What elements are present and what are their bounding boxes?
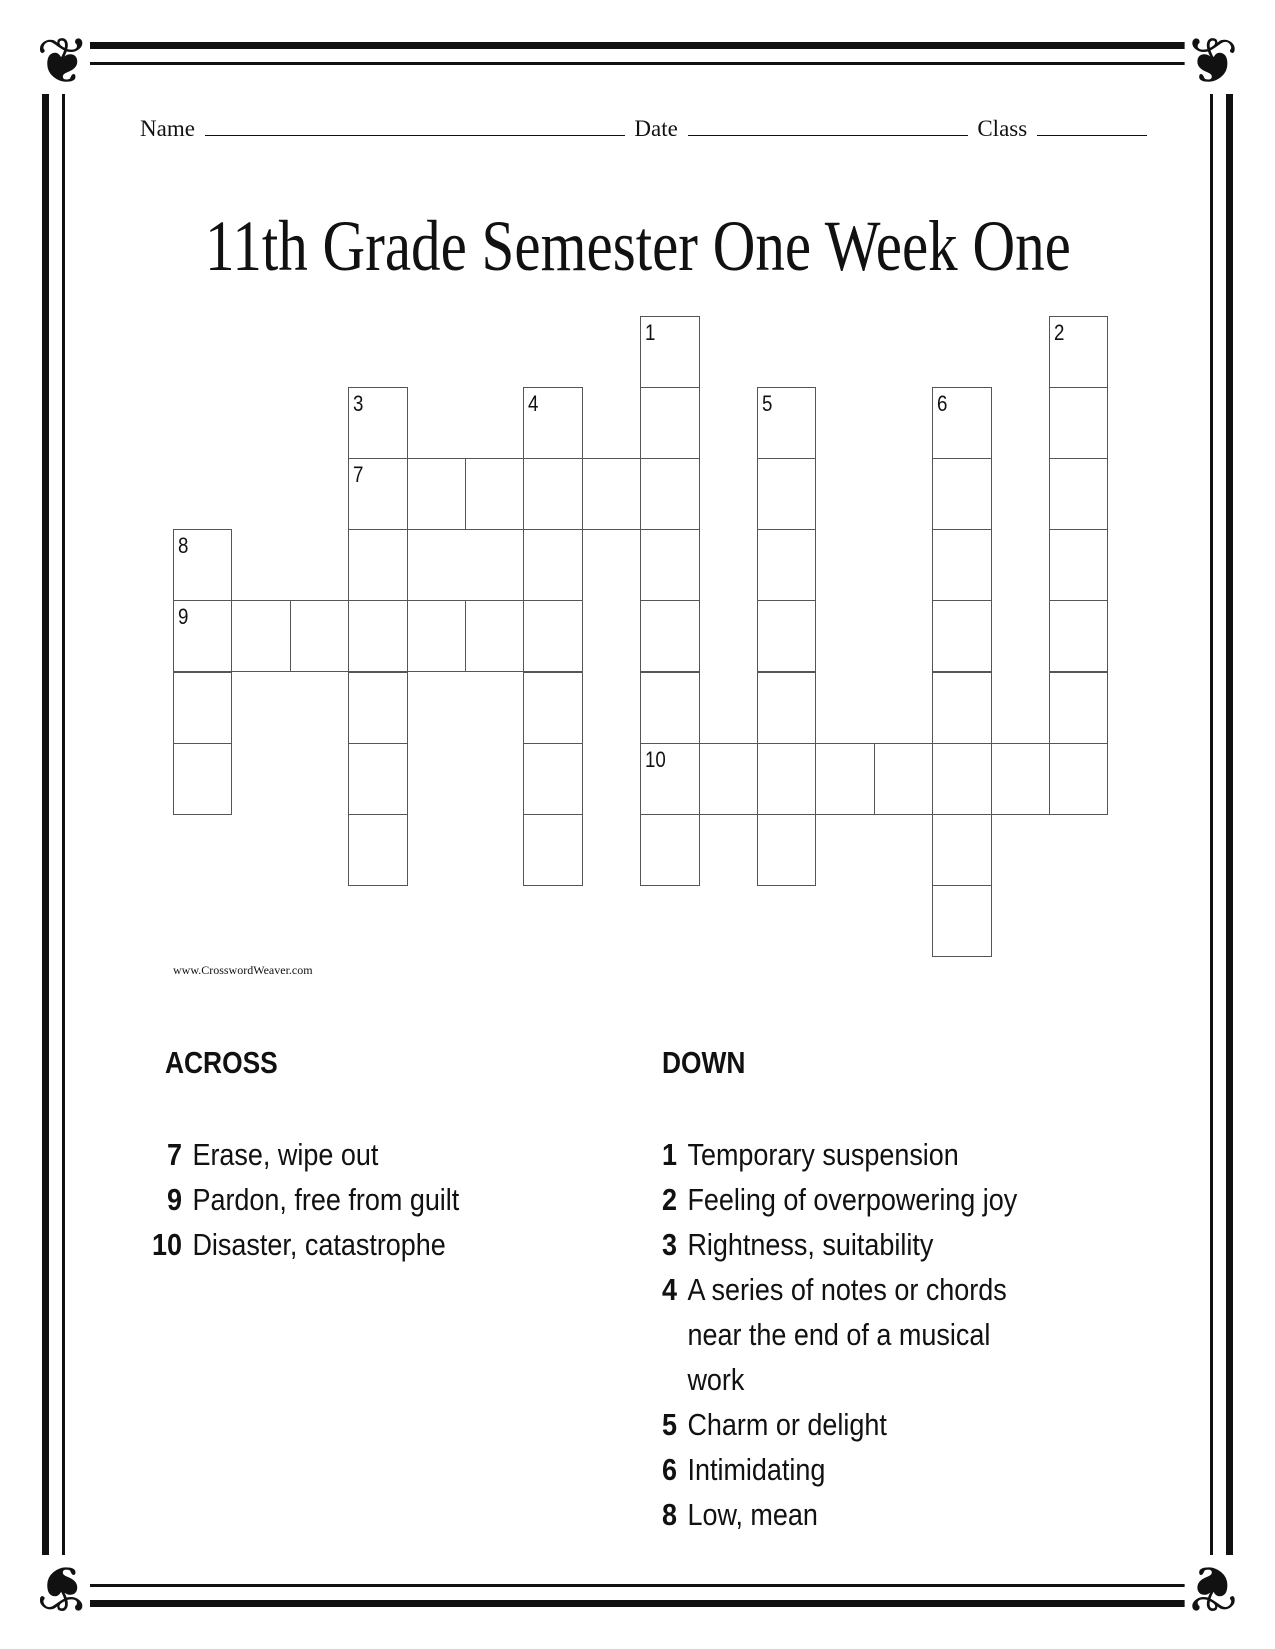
clue-number: 9 [178, 604, 189, 630]
clue-number: 4 [528, 391, 539, 417]
crossword-cell[interactable] [991, 743, 1050, 815]
crossword-cell[interactable] [757, 814, 816, 886]
crossword-cell[interactable] [1049, 529, 1108, 601]
crossword-cell[interactable] [1049, 600, 1108, 672]
crossword-cell[interactable] [348, 529, 407, 601]
crossword-cell[interactable] [523, 458, 582, 530]
crossword-cell[interactable] [407, 458, 466, 530]
corner-ornament-icon: ❦ [36, 25, 90, 99]
page-title: 11th Grade Semester One Week One [204, 206, 1071, 286]
clue-down-1: 1 Temporary suspension [662, 1137, 959, 1172]
clue-number: 10 [645, 746, 666, 772]
name-field[interactable] [205, 117, 625, 136]
class-label: Class [977, 116, 1028, 141]
crossword-cell[interactable] [640, 672, 699, 744]
clue-number: 6 [937, 391, 948, 417]
crossword-cell[interactable] [290, 600, 349, 672]
crossword-cell[interactable] [932, 672, 991, 744]
crossword-cell[interactable] [699, 743, 758, 815]
crossword-cell[interactable] [640, 458, 699, 530]
crossword-cell[interactable] [523, 387, 582, 459]
credit-text: www.CrosswordWeaver.com [173, 963, 313, 977]
clue-down-5: 5 Charm or delight [662, 1407, 887, 1442]
crossword-cell[interactable] [874, 743, 933, 815]
crossword-cell[interactable] [523, 600, 582, 672]
crossword-cell[interactable] [523, 814, 582, 886]
clue-down-3: 3 Rightness, suitability [662, 1227, 934, 1262]
crossword-cell[interactable] [465, 458, 524, 530]
crossword-cell[interactable] [173, 743, 232, 815]
date-field[interactable] [688, 117, 968, 136]
crossword-cell[interactable] [173, 600, 232, 672]
clue-number: 1 [645, 320, 656, 345]
crossword-cell[interactable] [932, 743, 991, 815]
across-clues [142, 1132, 600, 1267]
crossword-cell[interactable] [407, 600, 466, 672]
clue-number: 3 [353, 391, 364, 417]
clue-across-10: 10 Disaster, catastrophe [152, 1227, 446, 1262]
crossword-cell[interactable] [640, 316, 699, 388]
clue-across-9: 9 Pardon, free from guilt [167, 1182, 460, 1217]
class-field[interactable] [1037, 117, 1147, 136]
crossword-cell[interactable] [757, 743, 816, 815]
down-clues [637, 1132, 1095, 1537]
crossword-cell[interactable] [348, 387, 407, 459]
crossword-cell[interactable] [932, 529, 991, 601]
crossword-cell[interactable] [640, 814, 699, 886]
crossword-cell[interactable] [523, 672, 582, 744]
clue-down-4: 4 A series of notes or chords near the end of a musical work [662, 1272, 1007, 1397]
corner-ornament-icon: ❦ [36, 1550, 90, 1624]
crossword-cell[interactable] [757, 387, 816, 459]
crossword-cell[interactable] [757, 458, 816, 530]
crossword-cell[interactable] [1049, 743, 1108, 815]
student-info-header [140, 116, 1151, 142]
crossword-cell[interactable] [932, 458, 991, 530]
crossword-cell[interactable] [640, 743, 699, 815]
clue-down-8: 8 Low, mean [662, 1497, 818, 1532]
crossword-cell[interactable] [582, 458, 641, 530]
crossword-cell[interactable] [815, 743, 874, 815]
clue-down-2: 2 Feeling of overpowering joy [662, 1182, 1018, 1217]
crossword-cell[interactable] [348, 600, 407, 672]
crossword-cell[interactable] [757, 529, 816, 601]
crossword-cell[interactable] [1049, 387, 1108, 459]
crossword-cell[interactable] [932, 387, 991, 459]
crossword-cell[interactable] [1049, 672, 1108, 744]
clue-across-7: 7 Erase, wipe out [167, 1137, 379, 1172]
crossword-cell[interactable] [932, 600, 991, 672]
clue-number: 7 [353, 462, 364, 488]
clue-down-6: 6 Intimidating [662, 1452, 826, 1487]
corner-ornament-icon: ❦ [1185, 1550, 1239, 1624]
name-label: Name [140, 116, 195, 141]
down-heading: DOWN [662, 1045, 746, 1080]
crossword-cell[interactable] [523, 529, 582, 601]
crossword-cell[interactable] [348, 814, 407, 886]
clue-number: 2 [1054, 320, 1065, 345]
crossword-cell[interactable] [348, 458, 407, 530]
crossword-cell[interactable] [757, 600, 816, 672]
crossword-cell[interactable] [465, 600, 524, 672]
date-label: Date [634, 116, 678, 141]
crossword-cell[interactable] [173, 529, 232, 601]
across-heading: ACROSS [165, 1045, 278, 1080]
crossword-cell[interactable] [231, 600, 290, 672]
clue-number: 8 [178, 533, 189, 559]
crossword-cell[interactable] [932, 814, 991, 886]
crossword-cell[interactable] [173, 672, 232, 744]
crossword-cell[interactable] [523, 743, 582, 815]
crossword-cell[interactable] [640, 529, 699, 601]
crossword-cell[interactable] [640, 600, 699, 672]
clue-number: 5 [762, 391, 773, 417]
crossword-cell[interactable] [757, 672, 816, 744]
crossword-cell[interactable] [348, 743, 407, 815]
crossword-cell[interactable] [640, 387, 699, 459]
crossword-cell[interactable] [932, 885, 991, 957]
crossword-cell[interactable] [348, 672, 407, 744]
corner-ornament-icon: ❦ [1185, 25, 1239, 99]
crossword-cell[interactable] [1049, 458, 1108, 530]
crossword-cell[interactable] [1049, 316, 1108, 388]
